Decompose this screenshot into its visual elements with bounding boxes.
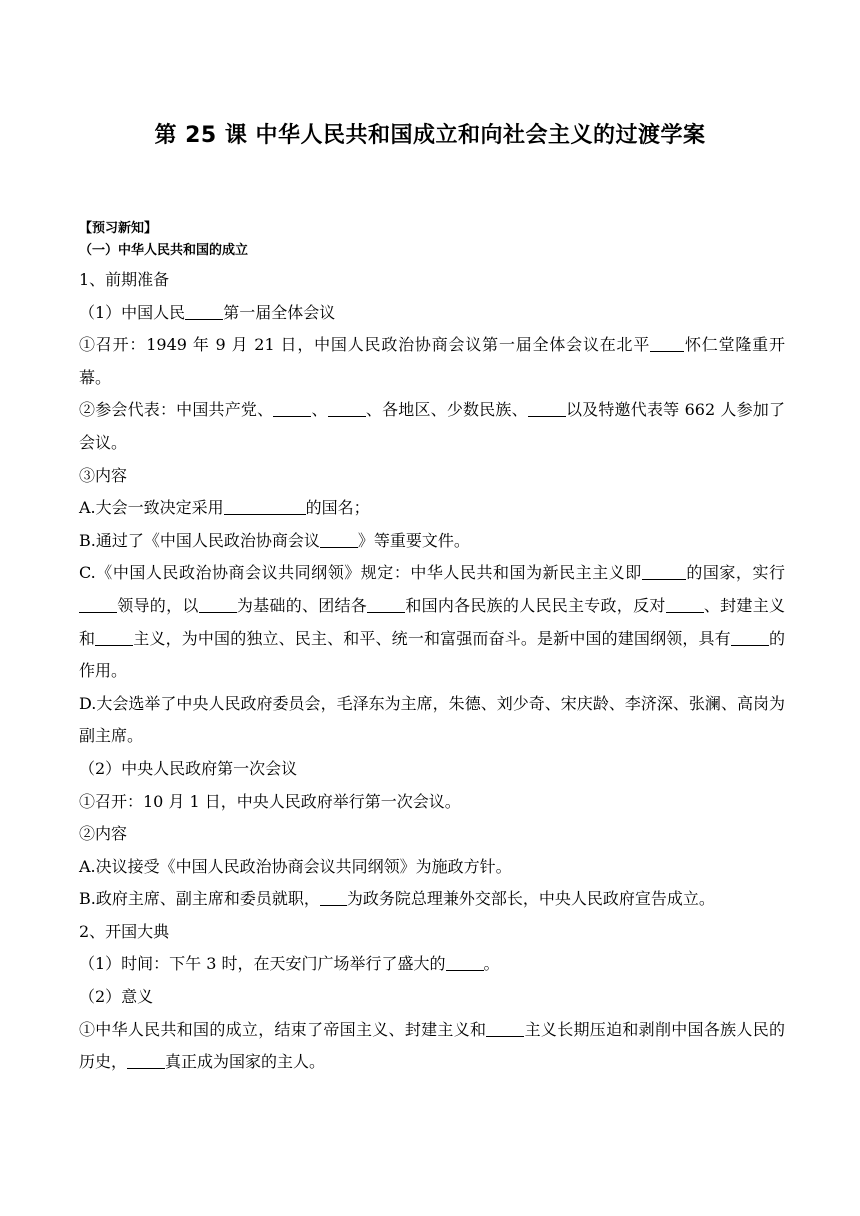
fill-blank[interactable] bbox=[320, 531, 358, 548]
text-line: 2、开国大典 bbox=[79, 921, 170, 941]
section-label: 【预习新知】 bbox=[79, 221, 158, 236]
fill-blank[interactable] bbox=[273, 400, 311, 417]
fill-blank[interactable] bbox=[224, 498, 306, 515]
fill-blank[interactable] bbox=[731, 629, 769, 646]
text-line: B.通过了《中国人民政治协商会议 》等重要文件。 bbox=[79, 530, 470, 550]
fill-blank[interactable] bbox=[446, 954, 484, 971]
fill-blank[interactable] bbox=[320, 889, 347, 906]
text-line: ①召开：10 月 1 日，中央人民政府举行第一次会议。 bbox=[79, 791, 461, 811]
fill-blank[interactable] bbox=[650, 335, 684, 352]
fill-blank[interactable] bbox=[328, 400, 366, 417]
text-line: （2）意义 bbox=[79, 987, 154, 1007]
text-line: ②参会代表：中国共产党、 、 、各地区、少数民族、 以及特邀代表等 662 人参加了会议。 bbox=[79, 400, 785, 452]
text-line: A.决议接受《中国人民政治协商会议共同纲领》为施政方针。 bbox=[79, 856, 512, 876]
text-line: ③内容 bbox=[79, 465, 128, 485]
text-line: C.《中国人民政治协商会议共同纲领》规定：中华人民共和国为新民主主义即 的国家，实行领导的，以 为基础的、团结各 和国内各民族的人民民主专政，反对 、封建主义和 主义，为中国的独立、民主、和平、统一和富强而奋斗。是新中国的建国纲领，具有 的作用。 bbox=[79, 563, 785, 681]
text-line: B.政府主席、副主席和委员就职， 为政务院总理兼外交部长，中央人民政府宣告成立。 bbox=[79, 889, 715, 909]
fill-blank[interactable] bbox=[127, 1052, 165, 1069]
fill-blank[interactable] bbox=[528, 400, 566, 417]
fill-blank[interactable] bbox=[642, 563, 686, 580]
text-line: 1、前期准备 bbox=[79, 270, 170, 289]
fill-blank[interactable] bbox=[199, 596, 237, 613]
worksheet-body bbox=[79, 264, 785, 1079]
fill-blank[interactable] bbox=[367, 596, 405, 613]
text-line: A.大会一致决定采用 的国名； bbox=[79, 498, 370, 518]
text-line: ②内容 bbox=[79, 824, 128, 844]
subsection-heading: （一）中华人民共和国的成立 bbox=[79, 243, 249, 258]
fill-blank[interactable] bbox=[95, 629, 133, 646]
text-line: （1）时间：下午 3 时，在天安门广场举行了盛大的 。 bbox=[79, 954, 500, 974]
text-line: （2）中央人民政府第一次会议 bbox=[79, 758, 298, 778]
fill-blank[interactable] bbox=[79, 596, 117, 613]
fill-blank[interactable] bbox=[666, 596, 704, 613]
text-line: ①中华人民共和国的成立，结束了帝国主义、封建主义和 主义长期压迫和剥削中国各族人民的历史， 真正成为国家的主人。 bbox=[79, 1019, 785, 1072]
page-title: 第 25 课 中华人民共和国成立和向社会主义的过渡学案 bbox=[154, 123, 706, 148]
text-line: ①召开：1949 年 9 月 21 日，中国人民政治协商会议第一届全体会议在北平 怀仁堂隆重开幕。 bbox=[79, 335, 785, 387]
fill-blank[interactable] bbox=[486, 1020, 524, 1037]
text-line: （1）中国人民 第一届全体会议 bbox=[79, 302, 336, 322]
text-line: D.大会选举了中央人民政府委员会，毛泽东为主席，朱德、刘少奇、宋庆龄、李济深、张澜、高岗为副主席。 bbox=[79, 693, 785, 746]
fill-blank[interactable] bbox=[185, 303, 223, 320]
